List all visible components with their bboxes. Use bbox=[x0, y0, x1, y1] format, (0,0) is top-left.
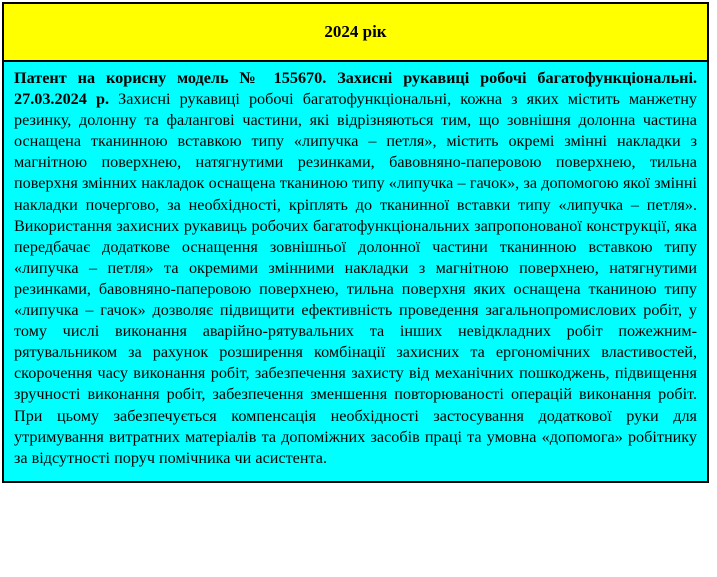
patent-table bbox=[2, 2, 709, 483]
patent-description: Захисні рукавиці робочі багатофункціональні, кожна з яких містить манжетну резинку, долонну та фалангові частини, які відрізняються тим, що зовнішня долонна частина оснащена тканинною вставкою типу «липучка – петля», містить окремі змінні накладки з магнітною поверхнею, натягнутими резинками, бавовняно-паперовою поверхнею, тильна поверхня змінних накладок оснащена тканиною типу «липучка – гачок», за допомогою якої змінні накладки почергово, за необхідності, кріплять до тканинної вставки типу «липучка – петля». Використання захисних рукавиць робочих багатофункціональних запропонованої конструкції, яка передбачає додаткове оснащення зовнішньої долонної частини тканинною вставкою типу «липучка – петля» та окремими змінними накладки з магнітною поверхнею, натягнутими резинками, бавовняно-паперовою поверхнею, тильна поверхня яких оснащена тканиною типу «липучка – гачок» дозволяє підвищити ефективність проведення загальнопромислових робіт, у тому числі виконання аварійно-рятувальних та інших невідкладних робіт пожежним-рятувальником за рахунок розширення комбінації захисних та ергономічних властивостей, скорочення часу виконання робіт, забезпечення захисту від механічних пошкоджень, підвищення зручності виконання робіт, забезпечення зменшення повторюваності операцій виконання робіт. При цьому забезпечується компенсація необхідності застосування додаткової руки для утримування витратних матеріалів та допоміжних засобів праці та умовна «допомога» робітнику за відсутності поруч помічника чи асистента. bbox=[14, 90, 697, 467]
patent-title: Патент на корисну модель № 155670. Захисні рукавиці робочі багатофункціональні. 27.03.2024 р. bbox=[14, 69, 697, 109]
year-heading: 2024 рік bbox=[324, 22, 387, 41]
patent-entry-cell bbox=[4, 62, 707, 481]
year-header-cell bbox=[4, 4, 707, 62]
patent-entry-text bbox=[14, 68, 697, 469]
